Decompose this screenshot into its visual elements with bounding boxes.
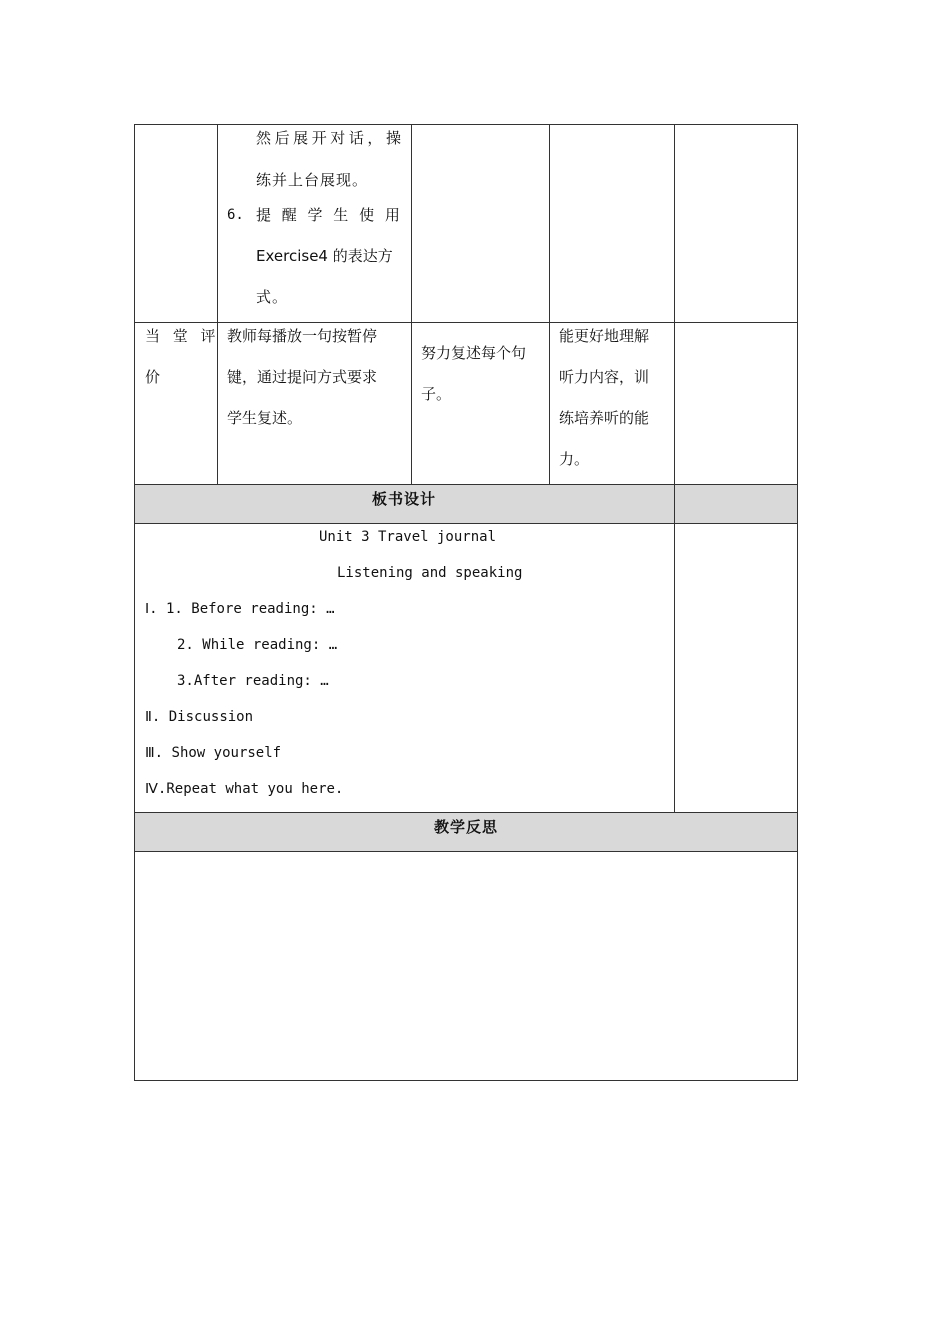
table-row-divider: [134, 812, 798, 813]
board-design-header-row-right: [675, 485, 797, 523]
board-item: Ⅱ. Discussion: [145, 709, 254, 725]
activity-step-line: 式。: [256, 288, 289, 306]
table-col-divider: [411, 124, 412, 485]
table-border-left: [134, 124, 135, 1081]
evaluation-label: 价: [145, 368, 162, 386]
table-col-divider: [549, 124, 550, 485]
evaluation-label: 当 堂 评: [145, 327, 217, 345]
board-unit-title: Unit 3 Travel journal: [319, 529, 497, 545]
board-item: Ⅳ.Repeat what you here.: [145, 781, 344, 797]
reflection-title: 教学反思: [434, 818, 499, 836]
design-purpose-text: 听力内容，训: [559, 368, 650, 386]
activity-step-line: Exercise4 的表达方: [256, 247, 393, 265]
board-item: 3.After reading: …: [177, 673, 329, 689]
student-activity-text: 子。: [421, 385, 452, 403]
activity-step-number: 6.: [227, 207, 244, 223]
table-row-divider: [134, 322, 798, 323]
board-item: 2. While reading: …: [177, 637, 338, 653]
table-row-divider: [134, 523, 798, 524]
board-design-title: 板书设计: [372, 490, 437, 508]
activity-step-line: 然 后 展 开 对 话 ， 操: [256, 129, 402, 147]
teacher-activity-text: 学生复述。: [227, 409, 303, 427]
activity-step-line: 提 醒 学 生 使 用: [256, 206, 401, 224]
table-row-divider: [134, 484, 798, 485]
table-border-bottom: [134, 1080, 798, 1081]
design-purpose-text: 力。: [559, 450, 590, 468]
student-activity-text: 努力复述每个句: [421, 344, 527, 362]
table-border-right: [797, 124, 798, 1081]
activity-step-line: 练并上台展现。: [256, 171, 369, 189]
design-purpose-text: 能更好地理解: [559, 327, 650, 345]
reflection-content[interactable]: [145, 860, 785, 1070]
teacher-activity-text: 键，通过提问方式要求: [227, 368, 378, 386]
board-item: Ⅰ. 1. Before reading: …: [145, 601, 335, 617]
design-purpose-text: 练培养听的能: [559, 409, 650, 427]
board-item: Ⅲ. Show yourself: [145, 745, 282, 761]
teacher-activity-text: 教师每播放一句按暂停: [227, 327, 378, 345]
table-col-divider: [674, 124, 675, 813]
table-border-top: [134, 124, 798, 125]
table-col-divider: [217, 124, 218, 485]
board-subtitle: Listening and speaking: [337, 565, 523, 581]
table-row-divider: [134, 851, 798, 852]
